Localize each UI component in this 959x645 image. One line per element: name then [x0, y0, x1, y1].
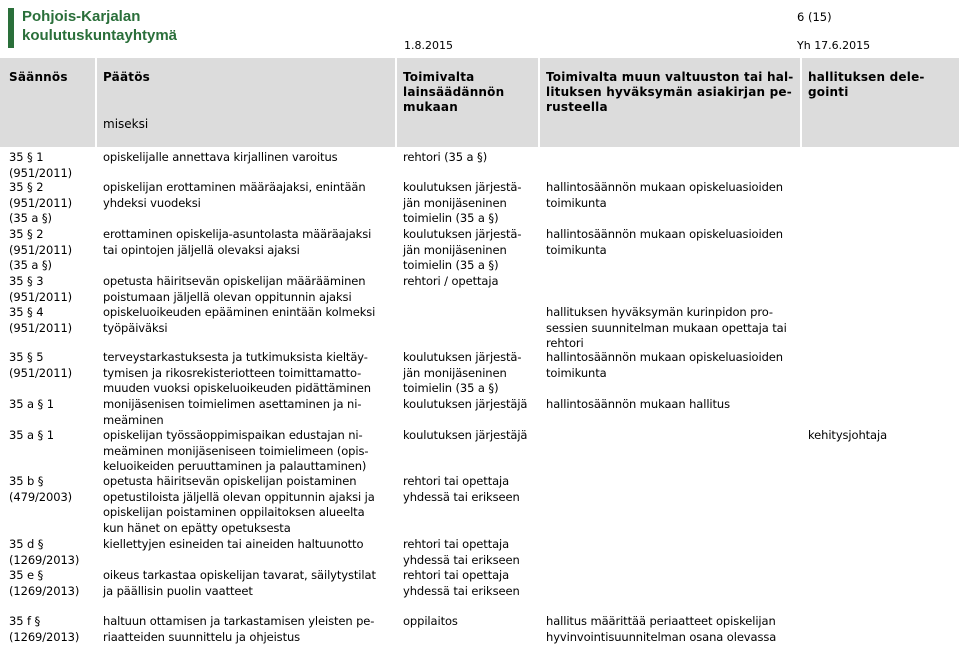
- cell-line: rehtori tai opettaja: [403, 568, 510, 582]
- cell-line: toimikunta: [546, 195, 607, 210]
- cell-line: opiskelijan poistaminen oppilaitoksen alueelta: [103, 505, 365, 519]
- logo-bar: [8, 8, 14, 48]
- cell-line: koulutuksen järjestä-: [403, 350, 522, 364]
- provision-cell: [9, 227, 72, 274]
- cell-line: kiellettyjen esineiden tai aineiden haltuunotto: [103, 537, 364, 551]
- cell-line: 35 a § 1: [9, 397, 54, 411]
- header-divider: [800, 58, 802, 147]
- cell-line: 35 a § 1: [9, 428, 54, 442]
- authority-law-cell: [403, 397, 527, 413]
- authority-other-cell: [546, 350, 783, 381]
- cell-line: sessien suunnitelman mukaan opettaja tai: [546, 320, 787, 335]
- cell-line: (951/2011): [9, 165, 73, 180]
- decision-cell: [103, 350, 371, 397]
- authority-law-cell: [403, 180, 521, 227]
- cell-line: koulutuksen järjestä-: [403, 227, 522, 241]
- cell-line: keluoikeiden peruuttaminen ja palauttaminen): [103, 459, 367, 473]
- cell-line: ja päällisin puolin vaatteet: [103, 583, 253, 598]
- authority-other-cell: [546, 614, 776, 645]
- cell-line: meäminen: [103, 412, 164, 427]
- authority-law-cell: [403, 614, 458, 630]
- cell-line: opiskeluoikeuden epääminen enintään kolmeksi: [103, 305, 376, 319]
- header-delegation: hallituksen dele- gointi: [808, 70, 925, 99]
- cell-line: yhdessä tai erikseen: [403, 583, 520, 598]
- logo-text-line1: Pohjois-Karjalan: [22, 8, 141, 25]
- header-divider: [95, 58, 97, 147]
- cell-line: haltuun ottamisen ja tarkastamisen yleisten pe-: [103, 614, 375, 628]
- cell-line: 35 § 2: [9, 227, 44, 241]
- decision-cell: [103, 227, 371, 258]
- cell-line: 35 f §: [9, 614, 41, 628]
- cell-line: koulutuksen järjestäjä: [403, 397, 528, 411]
- cell-line: (951/2011): [9, 242, 73, 257]
- cell-line: rehtori tai opettaja: [403, 537, 510, 551]
- header-decision: Päätös: [103, 70, 150, 84]
- header-divider: [538, 58, 540, 147]
- header-authority-law: Toimivalta lainsäädännön mukaan: [403, 70, 505, 114]
- cell-line: (35 a §): [9, 211, 52, 225]
- provision-cell: [9, 305, 72, 336]
- cell-line: toimielin (35 a §): [403, 381, 499, 395]
- cell-line: (1269/2013): [9, 583, 80, 598]
- cell-line: 35 § 4: [9, 305, 44, 319]
- cell-line: muuden vuoksi opiskeluoikeuden pidättäminen: [103, 381, 371, 395]
- cell-line: yhdessä tai erikseen: [403, 489, 520, 504]
- decision-cell: [103, 397, 361, 428]
- header-decision-sub: miseksi: [103, 117, 149, 131]
- authority-other-cell: [546, 305, 787, 352]
- approval-date: Yh 17.6.2015: [797, 39, 871, 52]
- organization-logo: [8, 6, 188, 46]
- cell-line: 35 e §: [9, 568, 44, 582]
- cell-line: rehtori: [546, 336, 584, 350]
- authority-law-cell: [403, 568, 520, 599]
- cell-line: (951/2011): [9, 289, 73, 304]
- decision-cell: [103, 614, 374, 645]
- cell-line: opetusta häiritsevän opiskelijan poistaminen: [103, 474, 357, 488]
- cell-line: (479/2003): [9, 489, 73, 504]
- cell-line: toimielin (35 a §): [403, 211, 499, 225]
- cell-line: 35 § 1: [9, 150, 44, 164]
- authority-other-cell: [546, 180, 783, 211]
- cell-line: opiskelijan työssäoppimispaikan edustajan ni-: [103, 428, 363, 442]
- cell-line: hallintosäännön mukaan opiskeluasioiden: [546, 180, 783, 194]
- authority-other-cell: [546, 397, 730, 413]
- cell-line: opetustiloista jäljellä olevan oppitunnin ajaksi ja: [103, 489, 375, 504]
- cell-line: hyvinvointisuunnitelman osana olevassa: [546, 629, 777, 644]
- provision-cell: [9, 350, 72, 381]
- authority-law-cell: [403, 537, 520, 568]
- authority-law-cell: [403, 150, 487, 166]
- cell-line: tymisen ja rikosrekisteriotteen toimittamatto-: [103, 365, 362, 380]
- cell-line: hallintosäännön mukaan opiskeluasioiden: [546, 350, 783, 364]
- cell-line: meäminen monijäseniseen toimielimeen (opis-: [103, 443, 369, 458]
- cell-line: tai opintojen jäljellä olevaksi ajaksi: [103, 242, 300, 257]
- cell-line: kehitysjohtaja: [808, 428, 888, 442]
- authority-law-cell: [403, 350, 521, 397]
- provision-cell: [9, 568, 79, 599]
- cell-line: 35 d §: [9, 537, 44, 551]
- delegation-cell: [808, 428, 887, 444]
- cell-line: työpäiväksi: [103, 320, 168, 335]
- cell-line: toimielin (35 a §): [403, 258, 499, 272]
- cell-line: riaatteiden suunnittelu ja ohjeistus: [103, 629, 301, 644]
- cell-line: jän monijäseninen: [403, 365, 507, 380]
- cell-line: jän monijäseninen: [403, 195, 507, 210]
- authority-law-cell: [403, 428, 527, 444]
- cell-line: (35 a §): [9, 258, 52, 272]
- cell-line: jän monijäseninen: [403, 242, 507, 257]
- decision-cell: [103, 568, 376, 599]
- cell-line: rehtori / opettaja: [403, 274, 499, 288]
- provision-cell: [9, 474, 72, 505]
- cell-line: hallituksen hyväksymän kurinpidon pro-: [546, 305, 773, 319]
- logo-text-line2: koulutuskuntayhtymä: [22, 27, 178, 44]
- cell-line: koulutuksen järjestäjä: [403, 428, 528, 442]
- provision-cell: [9, 537, 79, 568]
- decision-cell: [103, 474, 375, 536]
- cell-line: toimikunta: [546, 242, 607, 257]
- decision-cell: [103, 305, 375, 336]
- cell-line: yhdeksi vuodeksi: [103, 195, 201, 210]
- decision-cell: [103, 274, 365, 305]
- provision-cell: [9, 150, 72, 181]
- cell-line: oppilaitos: [403, 614, 458, 628]
- cell-line: 35 § 5: [9, 350, 44, 364]
- decision-cell: [103, 150, 338, 166]
- cell-line: (951/2011): [9, 320, 73, 335]
- cell-line: terveystarkastuksesta ja tutkimuksista kieltäy-: [103, 350, 368, 364]
- authority-law-cell: [403, 474, 520, 505]
- header-divider: [395, 58, 397, 147]
- cell-line: poistumaan jäljellä olevan oppitunnin ajaksi: [103, 289, 352, 304]
- cell-line: (951/2011): [9, 365, 73, 380]
- provision-cell: [9, 397, 54, 413]
- cell-line: toimikunta: [546, 365, 607, 380]
- cell-line: rehtori tai opettaja: [403, 474, 510, 488]
- decision-cell: [103, 428, 368, 475]
- cell-line: erottaminen opiskelija-asuntolasta määräajaksi: [103, 227, 372, 241]
- cell-line: (951/2011): [9, 195, 73, 210]
- cell-line: hallintosäännön mukaan hallitus: [546, 397, 730, 411]
- decision-cell: [103, 180, 366, 211]
- cell-line: 35 § 3: [9, 274, 44, 288]
- decision-cell: [103, 537, 363, 553]
- cell-line: rehtori (35 a §): [403, 150, 488, 164]
- cell-line: 35 b §: [9, 474, 44, 488]
- cell-line: oikeus tarkastaa opiskelijan tavarat, säilytystilat: [103, 568, 376, 582]
- authority-law-cell: [403, 274, 498, 290]
- cell-line: opetusta häiritsevän opiskelijan määrääminen: [103, 274, 366, 288]
- cell-line: hallintosäännön mukaan opiskeluasioiden: [546, 227, 783, 241]
- header-provision: Säännös: [9, 70, 68, 84]
- cell-line: 35 § 2: [9, 180, 44, 194]
- authority-other-cell: [546, 227, 783, 258]
- cell-line: kun hänet on epätty opetuksesta: [103, 520, 291, 535]
- provision-cell: [9, 428, 54, 444]
- provision-cell: [9, 274, 72, 305]
- provision-cell: [9, 180, 72, 227]
- cell-line: yhdessä tai erikseen: [403, 552, 520, 567]
- page-number: 6 (15): [797, 10, 832, 24]
- document-date: 1.8.2015: [404, 39, 453, 52]
- cell-line: (1269/2013): [9, 629, 80, 644]
- cell-line: opiskelijan erottaminen määräajaksi, enintään: [103, 180, 366, 194]
- authority-law-cell: [403, 227, 521, 274]
- cell-line: koulutuksen järjestä-: [403, 180, 522, 194]
- cell-line: hallitus määrittää periaatteet opiskelijan: [546, 614, 776, 628]
- provision-cell: [9, 614, 79, 645]
- cell-line: opiskelijalle annettava kirjallinen varoitus: [103, 150, 338, 164]
- cell-line: (1269/2013): [9, 552, 80, 567]
- header-authority-other: Toimivalta muun valtuuston tai hal- lituksen hyväksymän asiakirjan pe- rusteella: [546, 70, 794, 114]
- cell-line: monijäsenisen toimielimen asettaminen ja ni-: [103, 397, 362, 411]
